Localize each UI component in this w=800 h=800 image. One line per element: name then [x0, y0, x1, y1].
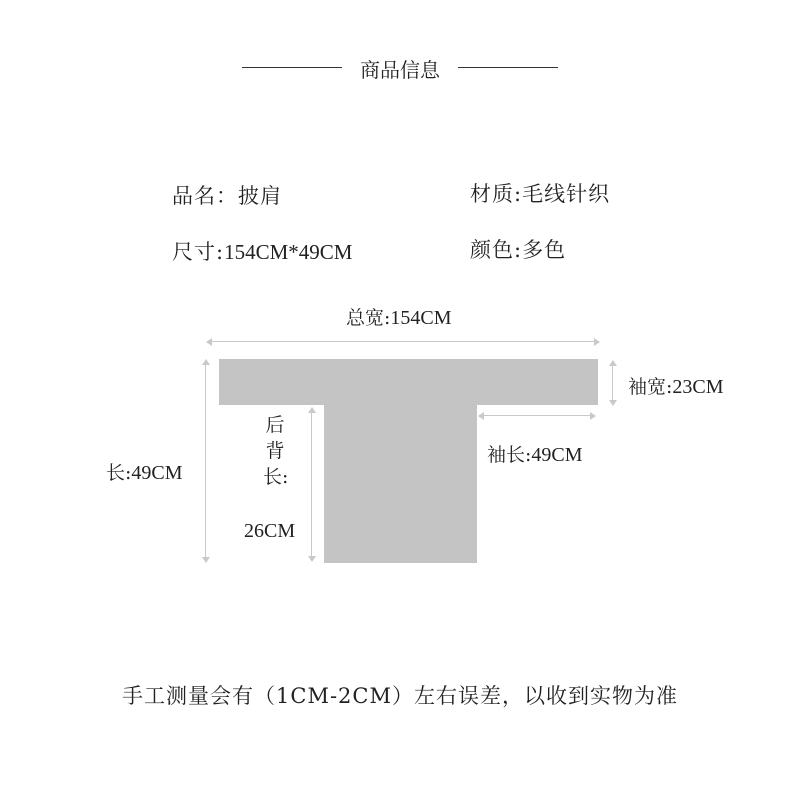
back-length-label: 后背长:	[263, 414, 289, 488]
total-width-annotation	[346, 303, 452, 330]
material-label: 材质:	[470, 182, 523, 206]
sleeve-width-annotation	[628, 372, 724, 399]
total-width-arrow-right	[594, 338, 600, 346]
sleeve-width-arrow-top	[609, 360, 617, 366]
sleeve-width-line	[612, 364, 613, 402]
product-material	[470, 178, 610, 208]
shawl-top-band	[219, 359, 598, 405]
color-label: 颜色:	[470, 238, 523, 262]
total-width-line	[210, 341, 596, 342]
header-rule-right	[458, 67, 558, 68]
sleeve-length-line	[482, 415, 592, 416]
back-length-arrow-top	[308, 407, 316, 413]
sleeve-width-arrow-bottom	[609, 400, 617, 406]
total-width-arrow-left	[206, 338, 212, 346]
length-annotation	[106, 458, 183, 485]
sleeve-width-value: 23CM	[672, 376, 724, 398]
product-name-label: 品名：	[172, 184, 238, 208]
product-name-value: 披肩	[238, 184, 282, 208]
sleeve-length-arrow-right	[590, 412, 596, 420]
product-color	[470, 234, 566, 264]
product-name	[172, 180, 282, 210]
color-value: 多色	[522, 238, 567, 262]
shawl-back-panel	[324, 405, 477, 563]
sleeve-length-value: 49CM	[531, 444, 583, 466]
total-width-label: 总宽:	[346, 307, 391, 329]
header-rule-left	[242, 67, 342, 68]
product-size	[172, 236, 352, 266]
material-value: 毛线针织	[522, 182, 611, 206]
length-arrow-top	[202, 359, 210, 365]
total-width-value: 154CM	[390, 307, 452, 329]
size-value: 154CM*49CM	[224, 240, 353, 264]
sleeve-length-label: 袖长:	[487, 444, 532, 466]
measurement-note: 手工测量会有（1CM-2CM）左右误差，以收到实物为准	[122, 684, 678, 708]
back-length-value: 26CM	[244, 520, 296, 542]
length-label: 长:	[106, 462, 132, 484]
sleeve-length-annotation	[487, 440, 583, 467]
sleeve-length-arrow-left	[478, 412, 484, 420]
back-length-arrow-bottom	[308, 556, 316, 562]
length-value: 49CM	[131, 462, 183, 484]
length-arrow-bottom	[202, 557, 210, 563]
section-title: 商品信息	[360, 58, 440, 82]
length-line	[205, 364, 206, 559]
sleeve-width-label: 袖宽:	[628, 376, 673, 398]
size-label: 尺寸:	[172, 240, 225, 264]
back-length-line	[311, 412, 312, 558]
